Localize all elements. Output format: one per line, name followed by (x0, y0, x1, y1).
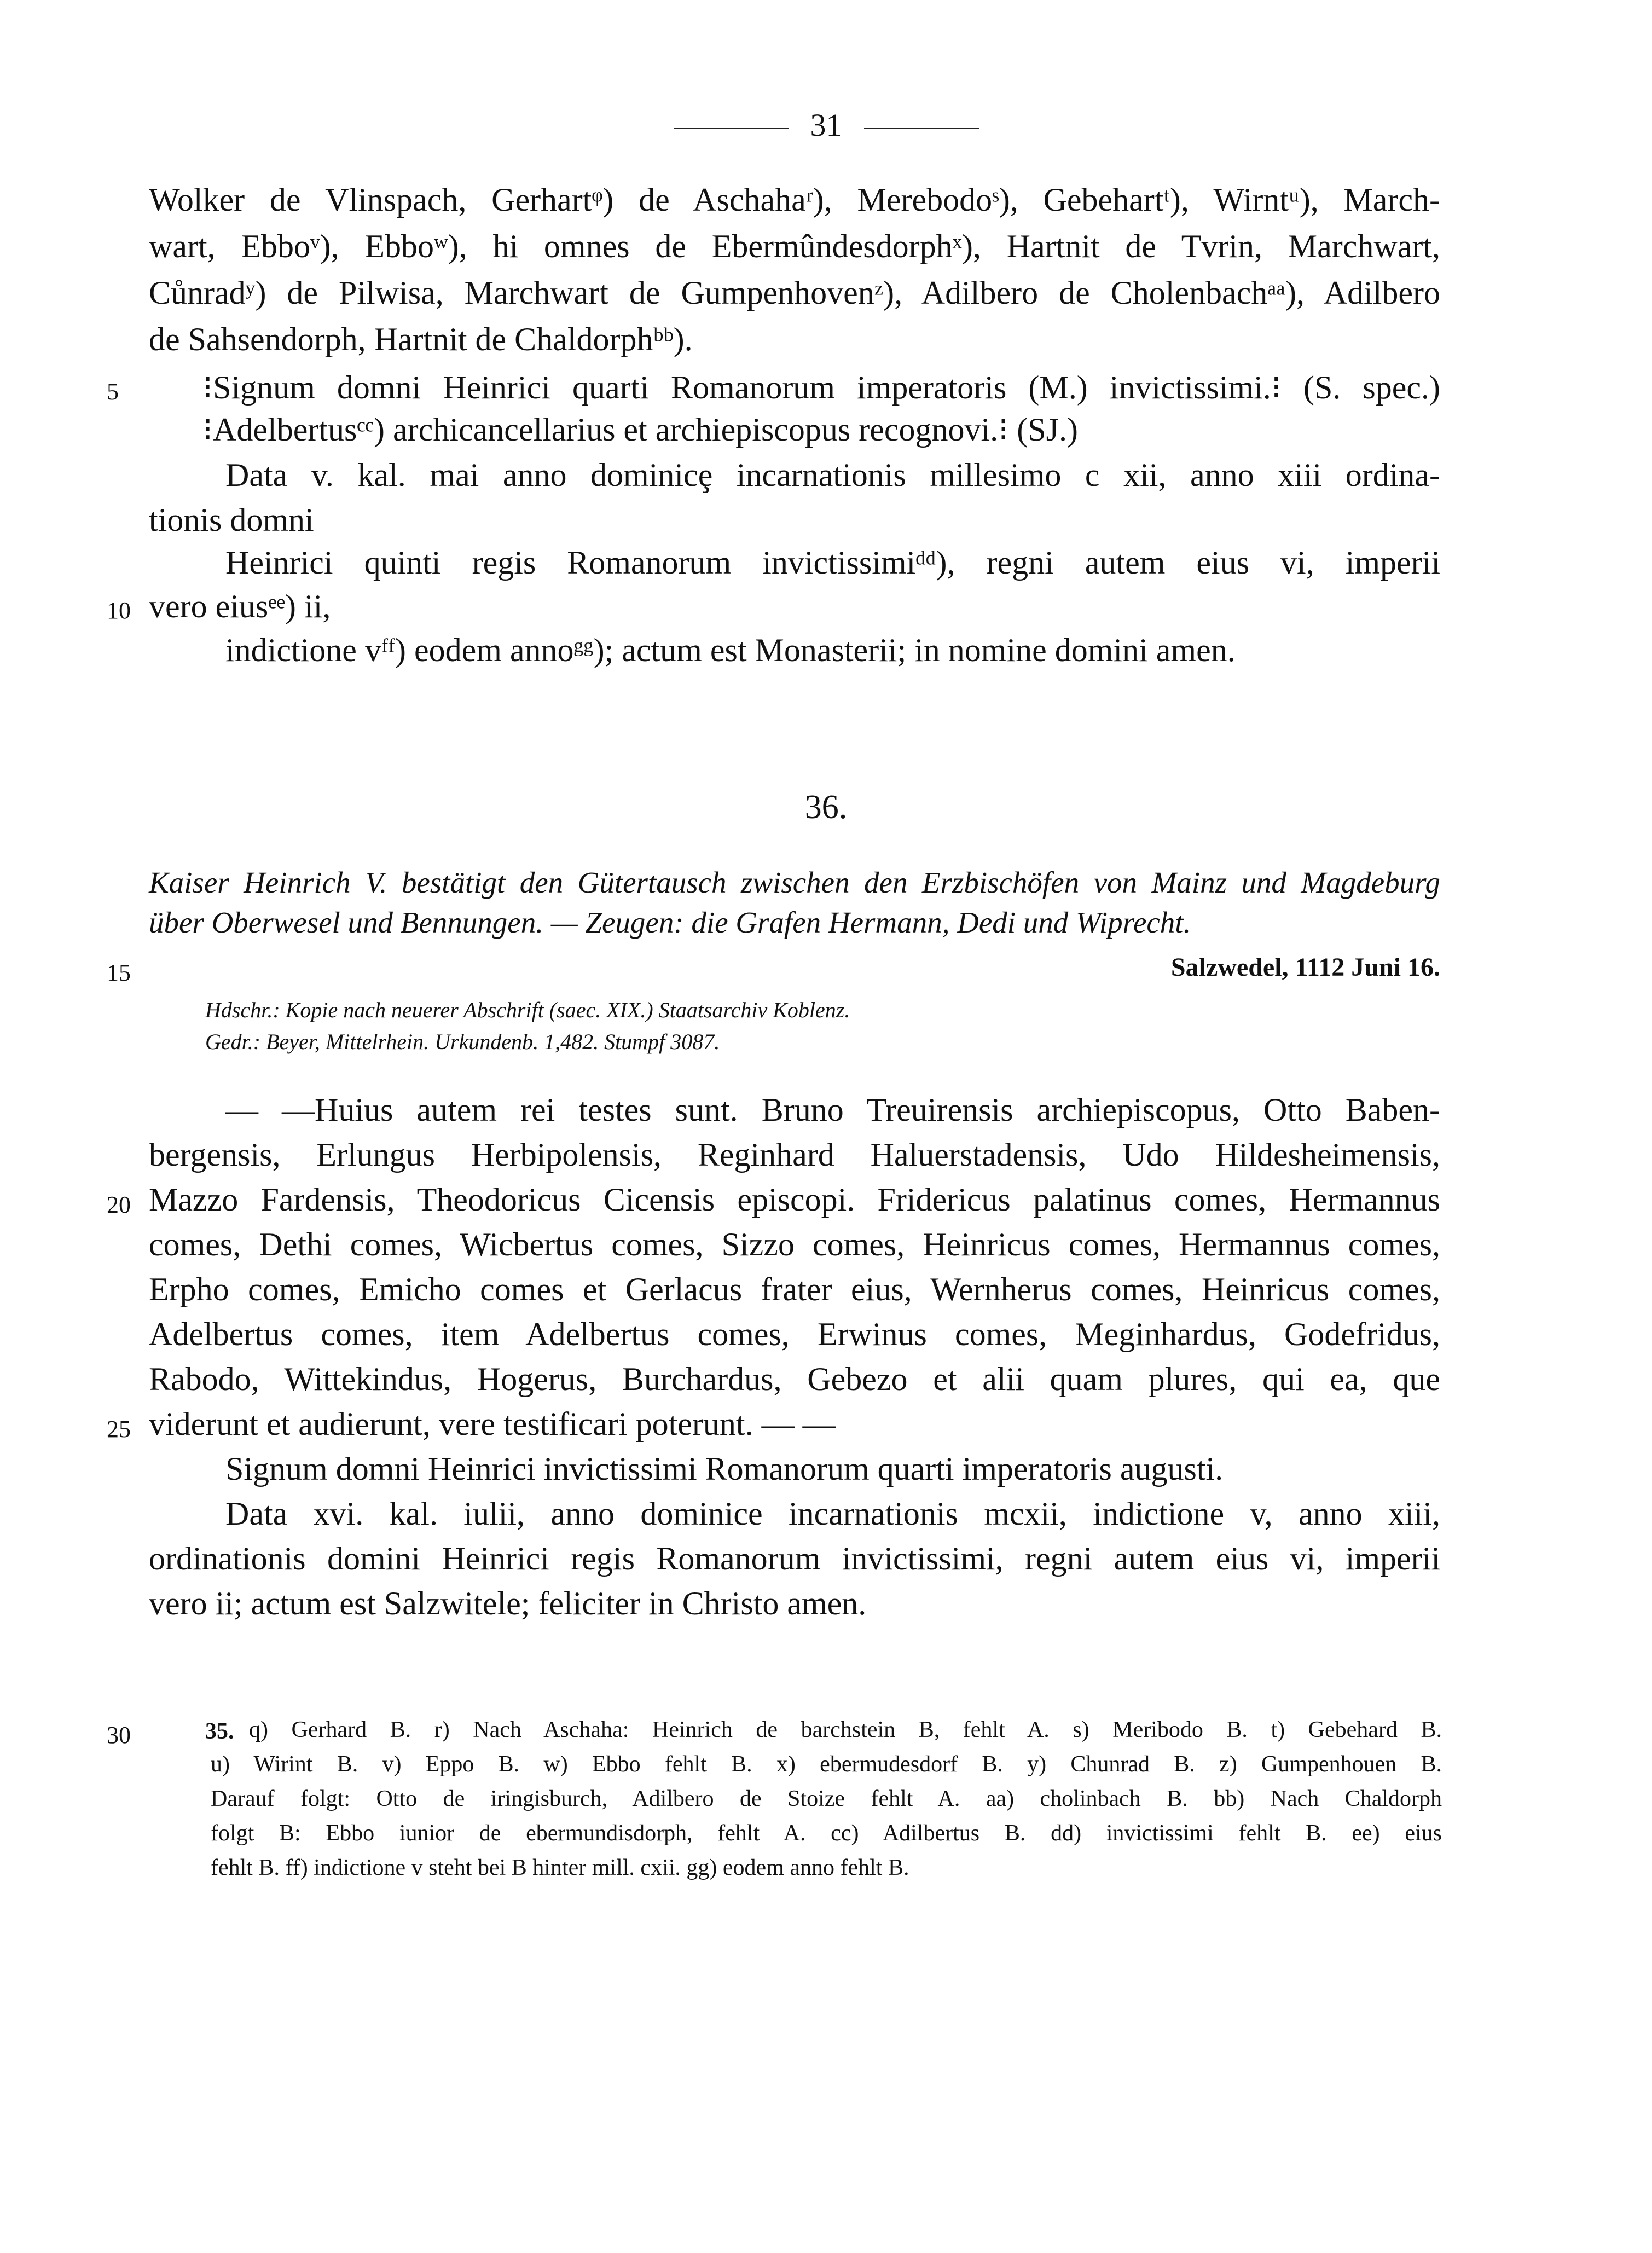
header-rule-left (674, 128, 789, 129)
text-line: Cůnradʸ) de Pilwisa, Marchwart de Gumpenhovenᶻ), Adilbero de Cholenbachᵃᵃ), Adilbero (149, 275, 1440, 311)
text-line: indictione vᶠᶠ) eodem annoᵍᵍ); actum est Monasterii; in nomine domini amen. (225, 632, 1236, 668)
line-number: 15 (107, 959, 131, 986)
text-line: Mazzo Fardensis, Theodoricus Cicensis episcopi. Fridericus palatinus comes, Hermannus (149, 1181, 1440, 1218)
footnote-line: fehlt B. ff) indictione v steht bei B hinter mill. cxii. gg) eodem anno fehlt B. (211, 1855, 909, 1880)
text-line: de Sahsendorph, Hartnit de Chaldorphᵇᵇ). (149, 321, 693, 357)
manuscript-note: Hdschr.: Kopie nach neuerer Abschrift (saec. XIX.) Staatsarchiv Koblenz. (205, 998, 850, 1022)
text-line: comes, Dethi comes, Wicbertus comes, Sizzo comes, Heinricus comes, Hermannus comes, (149, 1226, 1440, 1262)
text-line: vero eiusᵉᵉ) ii, (149, 588, 331, 624)
footnote-line: u) Wirint B. v) Eppo B. w) Ebbo fehlt B. x) ebermudesdorf B. y) Chunrad B. z) Gumpenhouen B. (211, 1752, 1442, 1777)
text-line: ⁝Signum domni Heinrici quarti Romanorum imperatoris (M.) invictissimi.⁝ (S. spec.) (202, 369, 1440, 406)
text-line: — —Huius autem rei testes sunt. Bruno Treuirensis archiepiscopus, Otto Baben- (225, 1092, 1440, 1128)
line-number: 10 (107, 597, 131, 624)
text-line: Data v. kal. mai anno dominicȩ incarnationis millesimo c xii, anno xiii ordina- (225, 457, 1440, 493)
header-rule-right (864, 128, 979, 129)
line-number: 30 (107, 1722, 131, 1748)
summary-line: Kaiser Heinrich V. bestätigt den Gütertausch zwischen den Erzbischöfen von Mainz und Magdeburg (149, 866, 1440, 899)
page-number: 31 (810, 107, 842, 143)
page-header (0, 107, 1652, 143)
text-line: Heinrici quinti regis Romanorum invictissimiᵈᵈ), regni autem eius vi, imperii (225, 545, 1440, 581)
text-line: Data xvi. kal. iulii, anno dominice incarnationis mcxii, indictione v, anno xiii, (225, 1496, 1440, 1532)
footnote-label: 35. (205, 1719, 234, 1744)
text-line: Erpho comes, Emicho comes et Gerlacus frater eius, Wernherus comes, Heinricus comes, (149, 1271, 1440, 1307)
print-note: Gedr.: Beyer, Mittelrhein. Urkundenb. 1,482. Stumpf 3087. (205, 1029, 720, 1054)
footnote-line: q) Gerhard B. r) Nach Aschaha: Heinrich de barchstein B, fehlt A. s) Meribodo B. t) Gebehard B. (249, 1717, 1442, 1742)
summary-line: über Oberwesel und Bennungen. — Zeugen: die Grafen Hermann, Dedi und Wiprecht. (149, 906, 1191, 939)
text-line: vero ii; actum est Salzwitele; feliciter in Christo amen. (149, 1585, 867, 1621)
text-line: ⁝Adelbertusᶜᶜ) archicancellarius et archiepiscopus recognovi.⁝ (SJ.) (202, 412, 1078, 448)
line-number: 5 (107, 378, 119, 405)
text-line: bergensis, Erlungus Herbipolensis, Reginhard Haluerstadensis, Udo Hildesheimensis, (149, 1137, 1440, 1173)
text-line: Rabodo, Wittekindus, Hogerus, Burchardus, Gebezo et alii quam plures, qui ea, que (149, 1361, 1440, 1397)
text-line: ordinationis domini Heinrici regis Romanorum invictissimi, regni autem eius vi, imperii (149, 1540, 1440, 1577)
line-number: 25 (107, 1416, 131, 1443)
text-line: wart, Ebboᵛ), Ebboʷ), hi omnes de Ebermûndesdorphˣ), Hartnit de Tvrin, Marchwart, (149, 228, 1440, 264)
line-number: 20 (107, 1191, 131, 1218)
dateline: Salzwedel, 1112 Juni 16. (1170, 953, 1440, 982)
text-line: Signum domni Heinrici invictissimi Romanorum quarti imperatoris augusti. (225, 1451, 1224, 1487)
text-line: Adelbertus comes, item Adelbertus comes, Erwinus comes, Meginhardus, Godefridus, (149, 1316, 1440, 1352)
text-line: Wolker de Vlinspach, Gerhartᵠ) de Aschahaʳ), Merebodoˢ), Gebehartᵗ), Wirntᵘ), March- (149, 182, 1440, 218)
footnote-line: folgt B: Ebbo iunior de ebermundisdorph, fehlt A. cc) Adilbertus B. dd) invictissimi fehlt B. ee) eius (211, 1821, 1442, 1846)
document-number: 36. (804, 789, 848, 826)
text-line: viderunt et audierunt, vere testificari poterunt. — — (149, 1406, 836, 1442)
text-line: tionis domni (149, 502, 314, 538)
footnote-line: Darauf folgt: Otto de iringisburch, Adilbero de Stoize fehlt A. aa) cholinbach B. bb) Nach Chaldorph (211, 1786, 1442, 1811)
